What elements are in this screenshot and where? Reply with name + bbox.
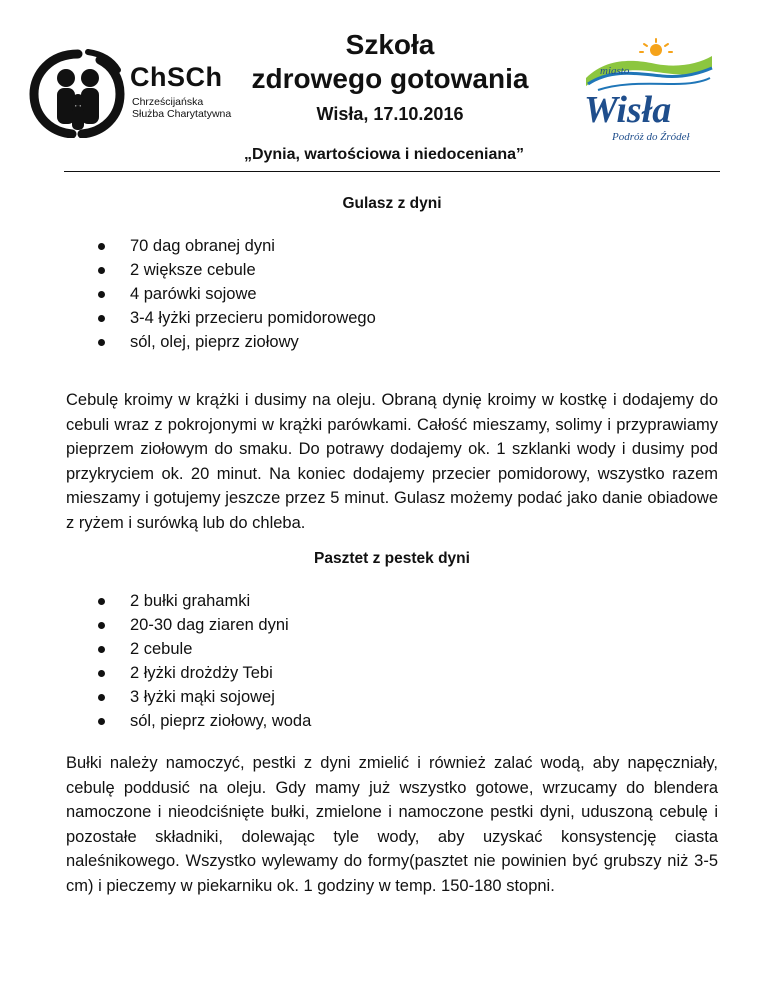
org-subtitle-line1: Chrześcijańska	[132, 96, 204, 108]
ingredient-item: 2 bułki grahamki	[66, 589, 718, 613]
page-title-block	[230, 28, 550, 125]
ingredient-list	[66, 234, 718, 354]
wisla-logo-main: Wisła	[584, 89, 672, 131]
ingredient-item: sól, olej, pieprz ziołowy	[66, 330, 718, 354]
wisla-logo	[578, 38, 723, 148]
recipe-method: Cebulę kroimy w krążki i dusimy na oleju. Obraną dynię kroimy w kostkę i dodajemy do cebuli wraz z pokrojonymi w krążki parówkami. Całość mieszamy, solimy i przyprawiamy pieprzem ziołowym do smaku. Do potrawy dodajemy ok. 1 szklanki wody i dusimy pod przykryciem ok. 20 minut. Na koniec dodajemy przecier pomidorowy, wszystko razem mieszamy i gotujemy jeszcze przez 5 minut. Gulasz możemy podać jako danie obiadowe z ryżem i surówką lub do chleba.	[66, 391, 718, 532]
recipes-content	[66, 192, 718, 898]
ingredient-item: 20-30 dag ziaren dyni	[66, 613, 718, 637]
ingredient-item: 4 parówki sojowe	[66, 282, 718, 306]
ingredient-item: 3 łyżki mąki sojowej	[66, 685, 718, 709]
ingredient-item: sól, pieprz ziołowy, woda	[66, 709, 718, 733]
page-header	[0, 0, 768, 180]
org-subtitle	[132, 96, 231, 120]
event-date: Wisła, 17.10.2016	[316, 104, 464, 124]
org-name: ChSCh	[130, 62, 223, 92]
wisla-logo-tagline: Podróż do Źródeł	[612, 131, 690, 143]
recipe-title: Gulasz z dyni	[342, 195, 442, 212]
page-title-line2: zdrowego gotowania	[251, 63, 529, 94]
page-title-line1: Szkoła	[345, 29, 435, 60]
org-subtitle-line2: Służba Charytatywna	[132, 108, 232, 120]
ingredient-list	[66, 589, 718, 733]
recipe-method: Bułki należy namoczyć, pestki z dyni zmielić i również zalać wodą, aby napęczniały, cebulę poddusić na oleju. Gdy mamy już wszystko gotowe, wrzucamy do blendera namoczone i nieodciśnięte bułki, zmielone i namoczone pestki dyni, uduszoną cebulę i pozostałe składniki, dolewając tyle wody, aby uzyskać konsystencję ciasta naleśnikowego. Wszystko wylewamy do formy(pasztet nie powinien być grubszy niż 3-5 cm) i pieczemy w piekarniku ok. 1 godziny w temp. 150-180 stopni.	[66, 754, 718, 895]
chsch-emblem-icon	[28, 48, 128, 138]
chsch-logo	[28, 48, 248, 138]
wisla-logo-top: miasto	[600, 65, 630, 77]
ingredient-item: 2 cebule	[66, 637, 718, 661]
ingredient-item: 2 łyżki drożdży Tebi	[66, 661, 718, 685]
page-subtitle: „Dynia, wartościowa i niedoceniana”	[243, 146, 525, 163]
wisla-logo-graphic	[578, 38, 723, 148]
recipe-title: Pasztet z pestek dyni	[314, 550, 470, 567]
sun-icon	[640, 39, 672, 56]
ingredient-item: 3-4 łyżki przecieru pomidorowego	[66, 306, 718, 330]
ingredient-item: 2 większe cebule	[66, 258, 718, 282]
ingredient-item: 70 dag obranej dyni	[66, 234, 718, 258]
header-divider	[64, 171, 720, 172]
